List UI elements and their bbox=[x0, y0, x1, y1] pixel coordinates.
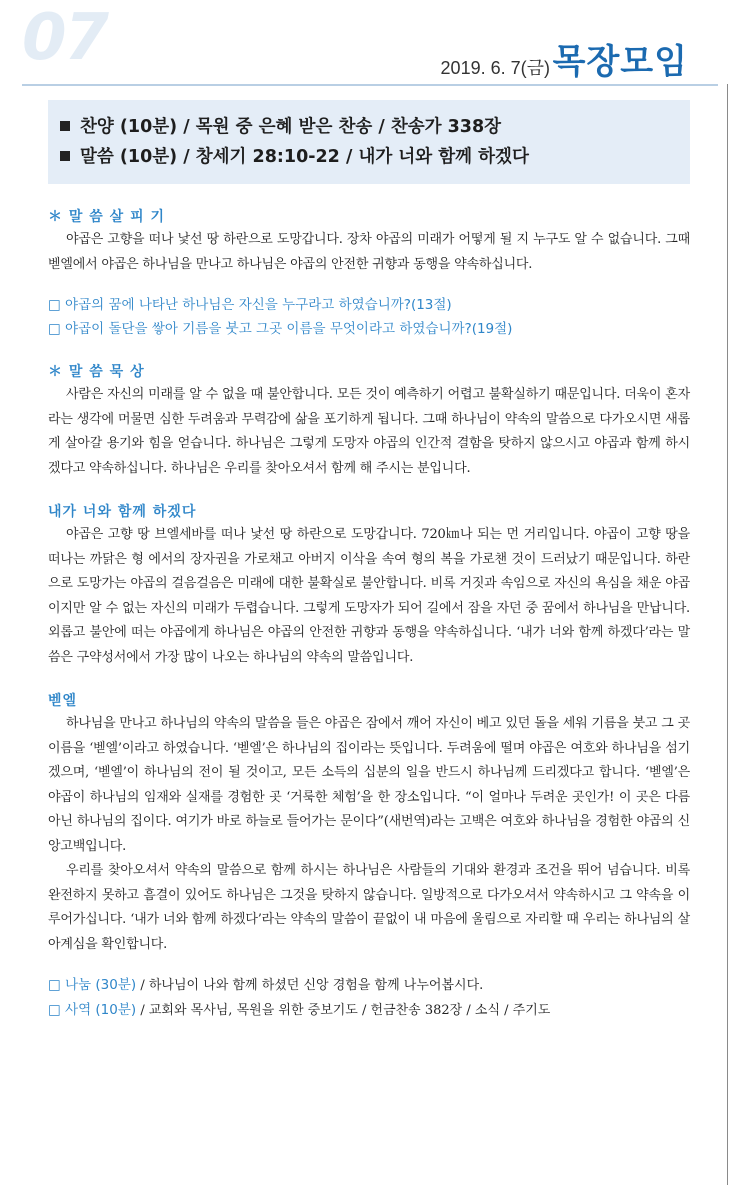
bethel-paragraph-1: 하나님을 만나고 하나님의 약속의 말씀을 들은 야곱은 잠에서 깨어 자신이 베고 있던 돌을 세워 기름을 붓고 그 곳 이름을 ‘벧엘’이라고 하였습니다. ‘벧엘’은 하나님의 집이라는 뜻입니다. 두려움에 떨며 야곱은 여호와 하나님을 섬기겠으며, ‘벧엘’이 하나님의 전이 될 것이고, 모든 소득의 십분의 일을 반드시 하나님께 드리겠다고 합니다. ‘벧엘’은 야곱이 하나님의 임재와 실재를 경험한 곳 ‘거룩한 체험’을 한 장소입니다. “이 얼마나 두려운 곳인가! 이 곳은 다름 아닌 하나님의 집이다. 여기가 바로 하늘로 들어가는 문이다”(새번역)라는 고백은 여호와 하나님을 경험한 야곱의 신앙고백입니다. bbox=[48, 716, 690, 854]
ministry-label: □ 사역 (10분) bbox=[48, 1002, 137, 1018]
section-heading-with-you: 내가 너와 함께 하겠다 bbox=[48, 504, 197, 520]
bethel-paragraph-2: 우리를 찾아오셔서 약속의 말씀으로 함께 하시는 하나님은 사람들의 기대와 환경과 조건을 뛰어 넘습니다. 비록 완전하지 못하고 흠결이 있어도 하나님은 그것을 탓하지 않습니다. 일방적으로 다가오셔서 약속하시고 그 약속을 이루어가십니다. ‘내가 너와 함께 하겠다’라는 약속의 말씀이 끝없이 내 마음에 울림으로 자리할 때 우리는 하나님의 살아계심을 확인합니다. bbox=[48, 863, 690, 952]
agenda-item-text: 찬양 (10분) / 목원 중 은혜 받은 찬송 / 찬송가 338장 bbox=[80, 117, 502, 137]
agenda-item-word bbox=[60, 142, 678, 172]
sharing-text: / 하나님이 나와 함께 하셨던 신앙 경험을 함께 나누어봅시다. bbox=[136, 978, 484, 993]
ministry-text: / 교회와 목사님, 목원을 위한 중보기도 / 헌금찬송 382장 / 소식 / 주기도 bbox=[136, 1003, 551, 1018]
section-heading-bethel: 벧엘 bbox=[48, 693, 78, 709]
ministry-line bbox=[48, 998, 690, 1023]
page-title: 목장모임 bbox=[552, 42, 688, 82]
header-divider bbox=[22, 84, 718, 86]
agenda-item-text: 말씀 (10분) / 창세기 28:10-22 / 내가 너와 함께 하겠다 bbox=[80, 147, 529, 167]
with-you-paragraph: 야곱은 고향 땅 브엘세바를 떠나 낯선 땅 하란으로 도망갑니다. 720㎞나 되는 먼 거리입니다. 야곱이 고향 땅을 떠나는 까닭은 형 에서의 장자권을 가로채고 아버지 이삭을 속여 형의 복을 가로챈 것이 드러났기 때문입니다. 하란으로 도망가는 야곱의 걸음걸음은 미래에 대한 불확실로 불안합니다. 비록 거짓과 속임으로 자신의 욕심을 채운 야곱이지만 알 수 없는 자신의 미래가 두렵습니다. 그렇게 도망자가 되어 길에서 잠을 자던 중 꿈에서 하나님을 만납니다. 외롭고 불안에 떠는 야곱에게 하나님은 야곱의 안전한 귀향과 동행을 약속하십니다. ‘내가 너와 함께 하겠다’라는 말씀은 구약성서에서 가장 많이 나오는 하나님의 약속의 말씀입니다. bbox=[48, 527, 690, 665]
agenda-box bbox=[48, 100, 690, 184]
main-content bbox=[48, 206, 690, 1023]
section-heading-study: ＊ 말 씀 살 피 기 bbox=[48, 209, 165, 225]
page-edge-line bbox=[727, 84, 728, 1185]
sharing-label: □ 나눔 (30분) bbox=[48, 977, 137, 993]
question-2: □ 야곱이 돌단을 쌓아 기름을 붓고 그곳 이름을 무엇이라고 하였습니까?(19절) bbox=[48, 321, 513, 337]
agenda-item-praise bbox=[60, 112, 678, 142]
sharing-line bbox=[48, 973, 690, 998]
meditation-paragraph: 사람은 자신의 미래를 알 수 없을 때 불안합니다. 모든 것이 예측하기 어렵고 불확실하기 때문입니다. 더욱이 혼자라는 생각에 머물면 심한 두려움과 무력감에 삶을 포기하게 됩니다. 그때 하나님이 약속의 말씀으로 다가오시면 새롭게 살아갈 용기와 힘을 얻습니다. 하나님은 그렇게 도망자 야곱의 인간적 결함을 탓하지 않으시고 야곱과 함께 하시겠다고 약속하십니다. 하나님은 우리를 찾아오셔서 함께 해 주시는 분입니다. bbox=[48, 387, 690, 476]
meeting-date: 2019. 6. 7(금) bbox=[440, 58, 550, 78]
page-number: 07 bbox=[22, 1, 108, 75]
square-bullet-icon bbox=[60, 121, 70, 131]
question-1: □ 야곱의 꿈에 나타난 하나님은 자신을 누구라고 하였습니까?(13절) bbox=[48, 297, 452, 313]
section-heading-meditation: ＊ 말 씀 묵 상 bbox=[48, 364, 145, 380]
study-paragraph: 야곱은 고향을 떠나 낯선 땅 하란으로 도망갑니다. 장차 야곱의 미래가 어떻게 될 지 누구도 알 수 없습니다. 그때 벧엘에서 야곱은 하나님을 만나고 하나님은 야곱의 안전한 귀향과 동행을 약속하십니다. bbox=[48, 232, 690, 272]
square-bullet-icon bbox=[60, 151, 70, 161]
